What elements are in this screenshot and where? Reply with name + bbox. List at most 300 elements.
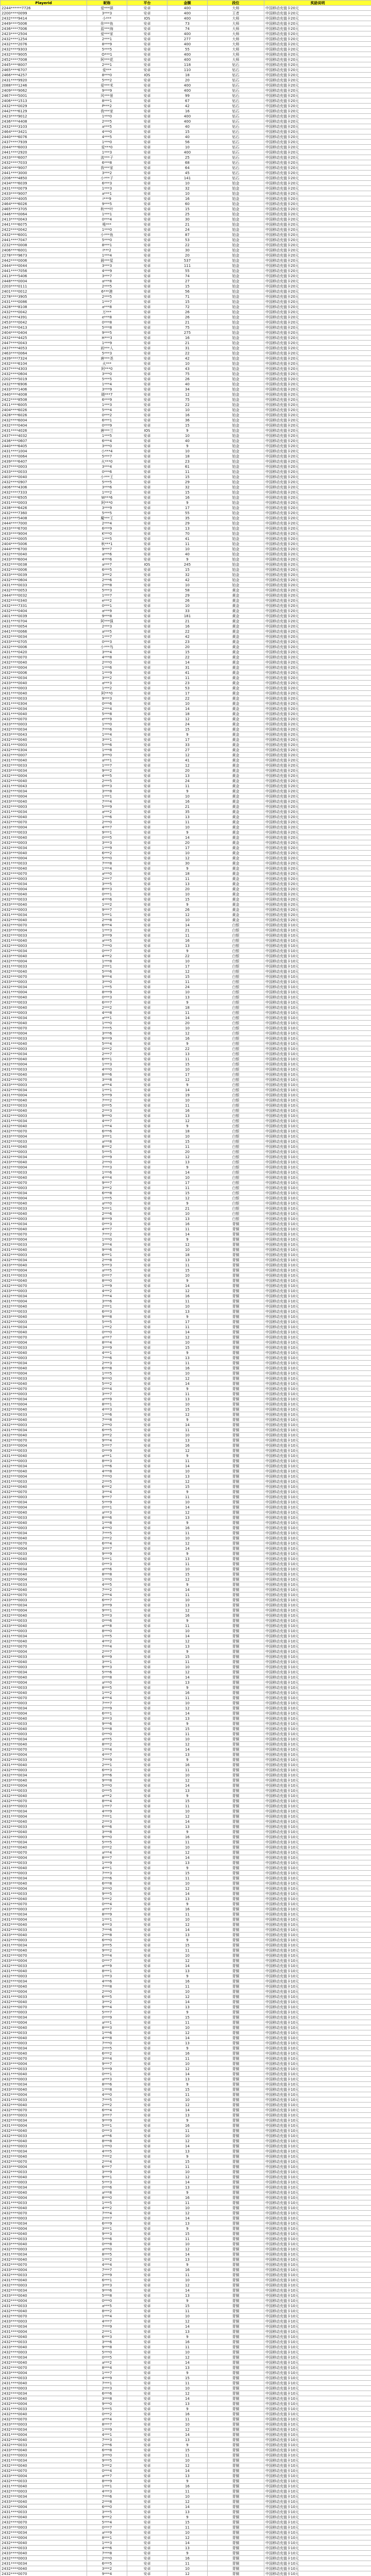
cell-nickname: 1***7 xyxy=(87,634,127,639)
table-row xyxy=(1,753,371,758)
cell-reward: 中国移动充值卡10元 xyxy=(264,2489,371,2494)
cell-nickname: 万*** xyxy=(87,310,127,315)
table-row xyxy=(1,1732,371,1737)
cell-reward: 中国移动充值卡10元 xyxy=(264,964,371,969)
cell-amount: 42 xyxy=(167,634,208,639)
cell-platform: 安卓 xyxy=(127,346,167,351)
cell-playerid: 2433****0004 xyxy=(1,1443,87,1448)
cell-level: 青铜 xyxy=(208,2406,264,2412)
cell-level: 青铜 xyxy=(208,1314,264,1319)
table-row xyxy=(1,1649,371,1654)
table-row xyxy=(1,2432,371,2437)
cell-nickname: 8***8 xyxy=(87,2139,127,2144)
cell-amount: 11 xyxy=(167,1103,208,1108)
cell-reward: 中国移动充值卡10元 xyxy=(264,1541,371,1546)
cell-level: 青铜 xyxy=(208,1793,264,1799)
cell-level: 青铜 xyxy=(208,2025,264,2030)
cell-nickname: 9***2 xyxy=(87,768,127,773)
cell-level: 青铜 xyxy=(208,1778,264,1783)
cell-platform: 安卓 xyxy=(127,1216,167,1222)
cell-reward: 中国移动充值卡20元 xyxy=(264,645,371,650)
cell-playerid: 2432****0040 xyxy=(1,2566,87,2571)
cell-amount: 10 xyxy=(167,1134,208,1139)
cell-platform: 安卓 xyxy=(127,1716,167,1721)
cell-nickname: 5***2 xyxy=(87,1381,127,1386)
table-row xyxy=(1,784,371,789)
cell-amount: 16 xyxy=(167,495,208,500)
cell-level: 白银 xyxy=(208,1108,264,1113)
table-row xyxy=(1,2077,371,2082)
cell-reward: 中国移动充值卡20元 xyxy=(264,258,371,263)
cell-playerid: 2432****0070 xyxy=(1,2262,87,2267)
table-row xyxy=(1,1010,371,1015)
cell-platform: 安卓 xyxy=(127,985,167,990)
cell-level: 白银 xyxy=(208,1021,264,1026)
cell-reward: 中国移动充值卡10元 xyxy=(264,1623,371,1629)
cell-platform: 安卓 xyxy=(127,62,167,67)
cell-level: 青铜 xyxy=(208,2412,264,2417)
cell-platform: 安卓 xyxy=(127,268,167,274)
cell-platform: 安卓 xyxy=(127,1649,167,1654)
cell-level: 青铜 xyxy=(208,2340,264,2345)
table-row xyxy=(1,1963,371,1969)
cell-reward: 中国移动充值卡10元 xyxy=(264,1453,371,1459)
cell-platform: 安卓 xyxy=(127,181,167,186)
cell-reward: 中国移动充值卡10元 xyxy=(264,1072,371,1077)
cell-nickname: 3***4 xyxy=(87,2056,127,2061)
table-row xyxy=(1,480,371,485)
table-row xyxy=(1,2443,371,2448)
cell-platform: 安卓 xyxy=(127,2530,167,2535)
cell-reward: 中国移动充值卡20元 xyxy=(264,912,371,918)
cell-nickname: 7***3 xyxy=(87,2437,127,2443)
table-row xyxy=(1,1237,371,1242)
cell-level: 青铜 xyxy=(208,1443,264,1448)
cell-level: 青铜 xyxy=(208,1598,264,1603)
cell-nickname: a***1 xyxy=(87,758,127,763)
cell-reward: 中国移动充值卡10元 xyxy=(264,2144,371,2149)
cell-platform: 安卓 xyxy=(127,1082,167,1088)
cell-nickname: a***7 xyxy=(87,1335,127,1340)
cell-playerid: 2432****0040 xyxy=(1,2463,87,2468)
cell-reward: 中国移动充值卡20元 xyxy=(264,98,371,104)
cell-nickname: 4***5 xyxy=(87,1582,127,1587)
cell-level: 青铜 xyxy=(208,1371,264,1376)
cell-reward: 中国移动充值卡10元 xyxy=(264,1180,371,1185)
cell-playerid: 2433****0003 xyxy=(1,2525,87,2530)
cell-nickname: 1***0 xyxy=(87,1237,127,1242)
cell-level: 青铜 xyxy=(208,2041,264,2046)
cell-reward: 中国移动充值卡20元 xyxy=(264,871,371,876)
cell-nickname: 9***0 xyxy=(87,1376,127,1381)
cell-playerid: 2432****0033 xyxy=(1,1515,87,1520)
cell-amount: 9 xyxy=(167,2515,208,2520)
table-row xyxy=(1,2128,371,2133)
cell-platform: 安卓 xyxy=(127,1562,167,1567)
cell-playerid: 2431****0034 xyxy=(1,912,87,918)
cell-reward: 中国移动充值卡10元 xyxy=(264,2535,371,2540)
cell-nickname: 5***3 xyxy=(87,1263,127,1268)
cell-platform: 安卓 xyxy=(127,2355,167,2360)
table-row xyxy=(1,1206,371,1211)
cell-platform: 安卓 xyxy=(127,1871,167,1876)
cell-level: 青铜 xyxy=(208,1587,264,1592)
cell-level: 铂金 xyxy=(208,418,264,423)
cell-reward: 中国移动充值卡20元 xyxy=(264,243,371,248)
table-row xyxy=(1,1984,371,1989)
cell-reward: 中国移动充值卡10元 xyxy=(264,1592,371,1598)
cell-level: 青铜 xyxy=(208,1953,264,1958)
cell-platform: 安卓 xyxy=(127,1788,167,1793)
cell-reward: 中国移动充值卡10元 xyxy=(264,1283,371,1289)
cell-reward: 中国移动充值卡20元 xyxy=(264,351,371,356)
cell-amount: 10 xyxy=(167,1737,208,1742)
cell-amount: 26 xyxy=(167,377,208,382)
table-row xyxy=(1,557,371,562)
cell-nickname: 1***2 xyxy=(87,1690,127,1696)
cell-nickname: a***3 xyxy=(87,681,127,686)
cell-playerid: 2433****0004 xyxy=(1,1855,87,1860)
cell-nickname: 4***8 xyxy=(87,655,127,660)
cell-nickname: 3***0 xyxy=(87,371,127,377)
cell-level: 青铜 xyxy=(208,1252,264,1258)
table-row xyxy=(1,408,371,413)
cell-platform: 安卓 xyxy=(127,2113,167,2118)
cell-platform: 安卓 xyxy=(127,1314,167,1319)
table-row xyxy=(1,1124,371,1129)
table-row xyxy=(1,2092,371,2097)
cell-nickname: 唐***兰 xyxy=(87,428,127,433)
cell-amount: 11 xyxy=(167,820,208,825)
table-row xyxy=(1,1505,371,1510)
cell-amount: 18 xyxy=(167,454,208,459)
cell-amount: 400 xyxy=(167,52,208,57)
cell-playerid: 2432****0003 xyxy=(1,1526,87,1531)
table-row xyxy=(1,985,371,990)
table-row xyxy=(1,1659,371,1665)
cell-reward: 中国移动充值卡10元 xyxy=(264,1232,371,1237)
cell-amount: 9 xyxy=(167,428,208,433)
cell-nickname: 3***2 xyxy=(87,572,127,578)
cell-platform: 安卓 xyxy=(127,619,167,624)
cell-amount: 21 xyxy=(167,222,208,227)
table-row xyxy=(1,1325,371,1330)
cell-amount: 10 xyxy=(167,2566,208,2571)
cell-playerid: 2433****0040 xyxy=(1,2396,87,2401)
cell-amount: 14 xyxy=(167,1283,208,1289)
cell-platform: 安卓 xyxy=(127,129,167,134)
cell-playerid: 2431****0034 xyxy=(1,1840,87,1845)
cell-reward: 中国移动充值卡20元 xyxy=(264,773,371,778)
table-row xyxy=(1,871,371,876)
cell-amount: 10 xyxy=(167,1917,208,1922)
cell-playerid: 2433****0003 xyxy=(1,2113,87,2118)
cell-amount: 16 xyxy=(167,413,208,418)
cell-playerid: 2432****6906 xyxy=(1,382,87,387)
cell-playerid: 2441****7056 xyxy=(1,268,87,274)
cell-level: 青铜 xyxy=(208,2170,264,2175)
cell-level: 白银 xyxy=(208,1113,264,1118)
cell-reward: 中国移动充值卡20元 xyxy=(264,464,371,469)
cell-reward: 中国移动充值卡10元 xyxy=(264,2443,371,2448)
cell-playerid: 2431****0040 xyxy=(1,835,87,840)
cell-platform: 安卓 xyxy=(127,1376,167,1381)
cell-level: 青铜 xyxy=(208,2520,264,2525)
cell-platform: 安卓 xyxy=(127,1319,167,1325)
cell-level: 青铜 xyxy=(208,1319,264,1325)
cell-amount: 14 xyxy=(167,923,208,928)
cell-reward: 中国移动充值卡10元 xyxy=(264,1149,371,1155)
cell-nickname: 6***0 xyxy=(87,1938,127,1943)
cell-playerid: 2432****0070 xyxy=(1,871,87,876)
cell-nickname: 9***6 xyxy=(87,1721,127,1726)
cell-amount: 10 xyxy=(167,2422,208,2427)
cell-playerid: 2432****0034 xyxy=(1,634,87,639)
cell-reward: 中国移动充值卡10元 xyxy=(264,1036,371,1041)
cell-reward: 中国移动充值卡10元 xyxy=(264,2324,371,2329)
cell-reward: 中国移动充值卡10元 xyxy=(264,1330,371,1335)
cell-level: 白银 xyxy=(208,974,264,979)
cell-level: 青铜 xyxy=(208,1438,264,1443)
cell-level: 青铜 xyxy=(208,1835,264,1840)
cell-nickname: 9***3 xyxy=(87,696,127,701)
cell-playerid: 2431****0004 xyxy=(1,2226,87,2231)
cell-nickname: 9***4 xyxy=(87,2005,127,2010)
cell-reward: 中国移动充值卡10元 xyxy=(264,1289,371,1294)
table-row xyxy=(1,1345,371,1350)
cell-playerid: 2432****0040 xyxy=(1,1175,87,1180)
cell-amount: 11 xyxy=(167,2489,208,2494)
cell-playerid: 2432****0033 xyxy=(1,1824,87,1829)
cell-reward: 中国移动充值卡10元 xyxy=(264,1917,371,1922)
cell-playerid: 2431****0086 xyxy=(1,299,87,304)
cell-platform: 安卓 xyxy=(127,943,167,948)
cell-amount: 13 xyxy=(167,2510,208,2515)
cell-nickname: 6***1 xyxy=(87,418,127,423)
cell-nickname: 1***2 xyxy=(87,2257,127,2262)
cell-nickname: 1***7 xyxy=(87,2370,127,2376)
cell-platform: 安卓 xyxy=(127,402,167,408)
cell-level: 青铜 xyxy=(208,1422,264,1428)
cell-amount: 12 xyxy=(167,969,208,974)
cell-amount: 16 xyxy=(167,1036,208,1041)
table-row xyxy=(1,2551,371,2556)
cell-nickname: 1***8 xyxy=(87,748,127,753)
cell-amount: 110 xyxy=(167,67,208,73)
cell-playerid: 2432****0040 xyxy=(1,1407,87,1412)
table-row xyxy=(1,2221,371,2226)
cell-amount: 11 xyxy=(167,1531,208,1536)
cell-playerid: 2431****0034 xyxy=(1,1118,87,1124)
cell-level: 青铜 xyxy=(208,1814,264,1819)
table-row xyxy=(1,727,371,732)
cell-reward: 中国移动充值卡20元 xyxy=(264,851,371,856)
cell-level: 青铜 xyxy=(208,1520,264,1526)
cell-level: 黄金 xyxy=(208,887,264,892)
cell-amount: 10 xyxy=(167,2530,208,2535)
cell-nickname: 0***5 xyxy=(87,1103,127,1108)
cell-level: 黄金 xyxy=(208,866,264,871)
table-row xyxy=(1,516,371,521)
cell-playerid: 2232****0008 xyxy=(1,243,87,248)
cell-reward: 中国移动充值卡20元 xyxy=(264,238,371,243)
table-row xyxy=(1,1556,371,1562)
table-row xyxy=(1,454,371,459)
cell-playerid: 2432****0040 xyxy=(1,660,87,665)
cell-nickname: 8***9 xyxy=(87,2479,127,2484)
cell-amount: 12 xyxy=(167,2139,208,2144)
cell-playerid: 2431****0033 xyxy=(1,1479,87,1484)
table-row xyxy=(1,1829,371,1835)
cell-platform: 安卓 xyxy=(127,2262,167,2267)
cell-platform: 安卓 xyxy=(127,2525,167,2530)
cell-playerid: 2433****0003 xyxy=(1,1185,87,1191)
cell-playerid: 2432****0034 xyxy=(1,948,87,954)
cell-level: 黄金 xyxy=(208,856,264,861)
cell-nickname: 2***5 xyxy=(87,1479,127,1484)
table-row xyxy=(1,1057,371,1062)
cell-nickname: 4***7 xyxy=(87,825,127,830)
table-row xyxy=(1,2087,371,2092)
cell-level: 青铜 xyxy=(208,1665,264,1670)
cell-playerid: 2433****0040 xyxy=(1,2087,87,2092)
cell-platform: 安卓 xyxy=(127,6,167,11)
cell-platform: 安卓 xyxy=(127,1953,167,1958)
cell-amount: 10 xyxy=(167,1701,208,1706)
cell-nickname: a***9 xyxy=(87,608,127,614)
cell-nickname: 6***5 xyxy=(87,567,127,572)
cell-amount: 13 xyxy=(167,2185,208,2190)
cell-platform: 安卓 xyxy=(127,505,167,511)
cell-playerid: 2432****0070 xyxy=(1,1799,87,1804)
cell-playerid: 2432****0070 xyxy=(1,1541,87,1546)
cell-platform: 安卓 xyxy=(127,840,167,845)
cell-amount: 13 xyxy=(167,1644,208,1649)
cell-reward: 中国移动充值卡10元 xyxy=(264,2530,371,2535)
cell-platform: 安卓 xyxy=(127,1252,167,1258)
cell-platform: 安卓 xyxy=(127,588,167,593)
cell-amount: 16 xyxy=(167,2556,208,2561)
cell-level: 青铜 xyxy=(208,1670,264,1675)
cell-reward: 中国移动充值卡10元 xyxy=(264,1484,371,1489)
cell-playerid: 2244******7726 xyxy=(1,6,87,11)
cell-level: 铂金 xyxy=(208,505,264,511)
cell-nickname: 0***4 xyxy=(87,1386,127,1392)
cell-playerid: 2433****0040 xyxy=(1,851,87,856)
cell-level: 铂金 xyxy=(208,294,264,299)
cell-reward: 中国移动充值卡10元 xyxy=(264,1974,371,1979)
cell-nickname: 6***6 xyxy=(87,2391,127,2396)
cell-reward: 中国移动充值卡10元 xyxy=(264,2216,371,2221)
cell-amount: 20 xyxy=(167,1149,208,1155)
cell-reward: 中国移动充值卡20元 xyxy=(264,799,371,804)
cell-platform: 安卓 xyxy=(127,1814,167,1819)
table-row xyxy=(1,861,371,866)
cell-amount: 11 xyxy=(167,1057,208,1062)
table-row xyxy=(1,1077,371,1082)
cell-level: 青铜 xyxy=(208,2324,264,2329)
cell-amount: 9 xyxy=(167,1757,208,1762)
cell-amount: 11 xyxy=(167,1227,208,1232)
cell-nickname: 2***5 xyxy=(87,2046,127,2051)
cell-reward: 中国移动充值卡10元 xyxy=(264,2386,371,2391)
table-row xyxy=(1,335,371,341)
cell-level: 青铜 xyxy=(208,1881,264,1886)
table-row xyxy=(1,1072,371,1077)
cell-amount: 20 xyxy=(167,840,208,845)
cell-level: 青铜 xyxy=(208,1938,264,1943)
cell-playerid: 2432****0033 xyxy=(1,2066,87,2072)
cell-reward: 中国移动充值卡20元 xyxy=(264,284,371,289)
cell-platform: 安卓 xyxy=(127,521,167,526)
cell-playerid: 2432****0003 xyxy=(1,1113,87,1118)
cell-amount: 12 xyxy=(167,1289,208,1294)
cell-platform: 安卓 xyxy=(127,335,167,341)
cell-amount: 64 xyxy=(167,165,208,171)
cell-platform: 安卓 xyxy=(127,660,167,665)
cell-nickname: 0***0 xyxy=(87,2298,127,2303)
cell-playerid: 2432****0034 xyxy=(1,1500,87,1505)
cell-playerid: 2432****0034 xyxy=(1,1706,87,1711)
cell-playerid: 2447****0043 xyxy=(1,341,87,346)
cell-nickname: K***0 xyxy=(87,531,127,536)
cell-playerid: 2436****4408 xyxy=(1,119,87,124)
table-row xyxy=(1,866,371,871)
cell-reward: 中国移动充值卡20元 xyxy=(264,371,371,377)
cell-reward: 中国移动充值卡10元 xyxy=(264,2556,371,2561)
cell-reward: 中国移动充值卡10元 xyxy=(264,1912,371,1917)
cell-playerid: 2431****0040 xyxy=(1,1762,87,1768)
cell-platform: 安卓 xyxy=(127,1629,167,1634)
cell-amount: 15 xyxy=(167,650,208,655)
cell-amount: 43 xyxy=(167,366,208,371)
cell-reward: 中国移动充值卡10元 xyxy=(264,1355,371,1361)
cell-platform: 安卓 xyxy=(127,2540,167,2546)
cell-reward: 中国移动充值卡10元 xyxy=(264,2370,371,2376)
cell-playerid: 2401****0012 xyxy=(1,289,87,294)
cell-level: 黄金 xyxy=(208,660,264,665)
cell-amount: 20 xyxy=(167,78,208,83)
cell-playerid: 2432****0034 xyxy=(1,845,87,851)
cell-playerid: 2431****0064 xyxy=(1,454,87,459)
cell-level: 青铜 xyxy=(208,1495,264,1500)
cell-reward: 中国移动充值卡10元 xyxy=(264,2082,371,2087)
cell-level: 青铜 xyxy=(208,1613,264,1618)
cell-amount: 12 xyxy=(167,2355,208,2360)
cell-level: 青铜 xyxy=(208,1963,264,1969)
cell-reward: 中国移动充值卡10元 xyxy=(264,2520,371,2525)
cell-platform: 安卓 xyxy=(127,1696,167,1701)
cell-playerid: 2432****0070 xyxy=(1,2468,87,2473)
cell-playerid: 2433****0004 xyxy=(1,2061,87,2066)
cell-reward: 中国移动充值卡10元 xyxy=(264,979,371,985)
cell-level: 铂金 xyxy=(208,495,264,500)
cell-platform: 安卓 xyxy=(127,2314,167,2319)
cell-reward: 中国移动充值卡10元 xyxy=(264,1067,371,1072)
table-row xyxy=(1,2510,371,2515)
cell-reward: 中国移动充值卡10元 xyxy=(264,2221,371,2226)
cell-reward: 中国移动充值卡20元 xyxy=(264,366,371,371)
cell-nickname: 6***5 xyxy=(87,2561,127,2566)
cell-platform: 安卓 xyxy=(127,2247,167,2252)
cell-amount: 10 xyxy=(167,851,208,856)
cell-nickname: a***7 xyxy=(87,562,127,567)
cell-amount: 12 xyxy=(167,2247,208,2252)
cell-level: 青铜 xyxy=(208,1876,264,1881)
cell-amount: 12 xyxy=(167,2391,208,2396)
cell-playerid: 2432****0034 xyxy=(1,2185,87,2190)
table-row xyxy=(1,732,371,737)
